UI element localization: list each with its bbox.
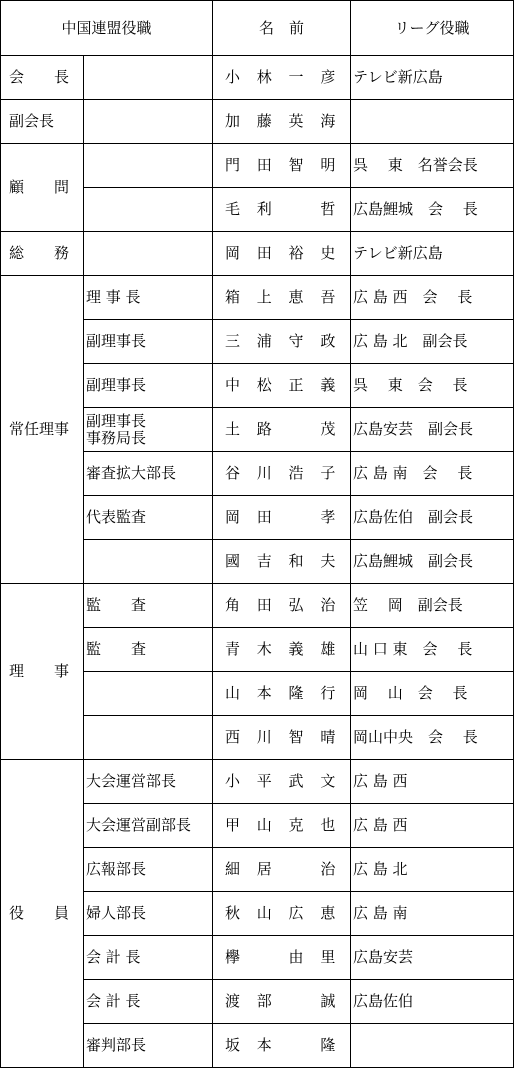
- name-cell: 毛 利 哲: [213, 188, 351, 232]
- name-cell: 加 藤 英 海: [213, 100, 351, 144]
- role-cell: 大会運営副部長: [84, 804, 213, 848]
- name-cell: 箱 上 恵 吾: [213, 276, 351, 320]
- role-cell: [84, 540, 213, 584]
- role-cell: 監 査: [84, 584, 213, 628]
- role-cell: [84, 56, 213, 100]
- role-cell: 審査拡大部長: [84, 452, 213, 496]
- role-line: 副理事長: [86, 411, 147, 430]
- name-cell: 岡 田 裕 史: [213, 232, 351, 276]
- league-cell: 岡山中央 会 長: [351, 716, 514, 760]
- table-row: [1, 584, 514, 628]
- league-cell: 広島佐伯: [351, 980, 514, 1024]
- name-cell: 小 林 一 彦: [213, 56, 351, 100]
- league-cell: 広 島 北: [351, 848, 514, 892]
- category-cell: 総 務: [1, 232, 84, 276]
- name-cell: 青 木 義 雄: [213, 628, 351, 672]
- league-cell: 呉 東 名誉会長: [351, 144, 514, 188]
- role-cell: 理 事 長: [84, 276, 213, 320]
- name-cell: 西 川 智 晴: [213, 716, 351, 760]
- category-cell: 役 員: [1, 760, 84, 1068]
- name-cell: 細 居 治: [213, 848, 351, 892]
- role-cell: 副理事長: [84, 320, 213, 364]
- role-cell: 代表監査: [84, 496, 213, 540]
- header-row: [1, 1, 514, 56]
- league-cell: 広 島 西: [351, 760, 514, 804]
- league-cell: 岡 山 会 長: [351, 672, 514, 716]
- role-cell: [84, 188, 213, 232]
- category-cell: 会 長: [1, 56, 84, 100]
- name-cell: 小 平 武 文: [213, 760, 351, 804]
- role-cell: [84, 232, 213, 276]
- header-league-post: リーグ役職: [351, 1, 514, 56]
- role-cell: 婦人部長: [84, 892, 213, 936]
- role-cell: 会 計 長: [84, 980, 213, 1024]
- category-cell: 理 事: [1, 584, 84, 760]
- role-cell: [84, 672, 213, 716]
- table-row: [1, 144, 514, 188]
- league-cell: 広 島 北 副会長: [351, 320, 514, 364]
- name-cell: 山 本 隆 行: [213, 672, 351, 716]
- name-cell: 門 田 智 明: [213, 144, 351, 188]
- role-cell: 会 計 長: [84, 936, 213, 980]
- name-cell: 土 路 茂: [213, 408, 351, 452]
- league-cell: 広 島 西: [351, 804, 514, 848]
- header-league-role: 中国連盟役職: [1, 1, 213, 56]
- table-row: [1, 760, 514, 804]
- category-cell: 顧 問: [1, 144, 84, 232]
- league-cell: 広島佐伯 副会長: [351, 496, 514, 540]
- league-cell: 広島安芸 副会長: [351, 408, 514, 452]
- name-cell: 坂 本 隆: [213, 1024, 351, 1068]
- role-cell: [84, 716, 213, 760]
- table-row: [1, 232, 514, 276]
- league-cell: 広 島 西 会 長: [351, 276, 514, 320]
- league-cell: 広 島 南 会 長: [351, 452, 514, 496]
- role-cell: 審判部長: [84, 1024, 213, 1068]
- table-row: [1, 56, 514, 100]
- league-cell: テレビ新広島: [351, 56, 514, 100]
- category-cell: 常任理事: [1, 276, 84, 584]
- role-cell: [84, 144, 213, 188]
- league-cell: 広島安芸: [351, 936, 514, 980]
- league-cell: 広島鯉城 会 長: [351, 188, 514, 232]
- role-cell: 広報部長: [84, 848, 213, 892]
- role-cell: [84, 408, 213, 452]
- table-row: [1, 276, 514, 320]
- name-cell: 秋 山 広 恵: [213, 892, 351, 936]
- league-cell: [351, 1024, 514, 1068]
- league-cell: 広島鯉城 副会長: [351, 540, 514, 584]
- name-cell: 谷 川 浩 子: [213, 452, 351, 496]
- role-cell: 副理事長: [84, 364, 213, 408]
- name-cell: 甲 山 克 也: [213, 804, 351, 848]
- role-cell: [84, 100, 213, 144]
- league-cell: 山 口 東 会 長: [351, 628, 514, 672]
- table-row: [1, 100, 514, 144]
- role-cell: 監 査: [84, 628, 213, 672]
- league-cell: 広 島 南: [351, 892, 514, 936]
- league-cell: 笠 岡 副会長: [351, 584, 514, 628]
- name-cell: 岡 田 孝: [213, 496, 351, 540]
- name-cell: 欅 由 里: [213, 936, 351, 980]
- league-cell: 呉 東 会 長: [351, 364, 514, 408]
- name-cell: 中 松 正 義: [213, 364, 351, 408]
- header-name: 名 前: [213, 1, 351, 56]
- league-cell: [351, 100, 514, 144]
- role-cell: 大会運営部長: [84, 760, 213, 804]
- role-line: 事務局長: [86, 428, 147, 447]
- name-cell: 渡 部 誠: [213, 980, 351, 1024]
- league-cell: テレビ新広島: [351, 232, 514, 276]
- name-cell: 角 田 弘 治: [213, 584, 351, 628]
- name-cell: 國 吉 和 夫: [213, 540, 351, 584]
- name-cell: 三 浦 守 政: [213, 320, 351, 364]
- category-cell: 副会長: [1, 100, 84, 144]
